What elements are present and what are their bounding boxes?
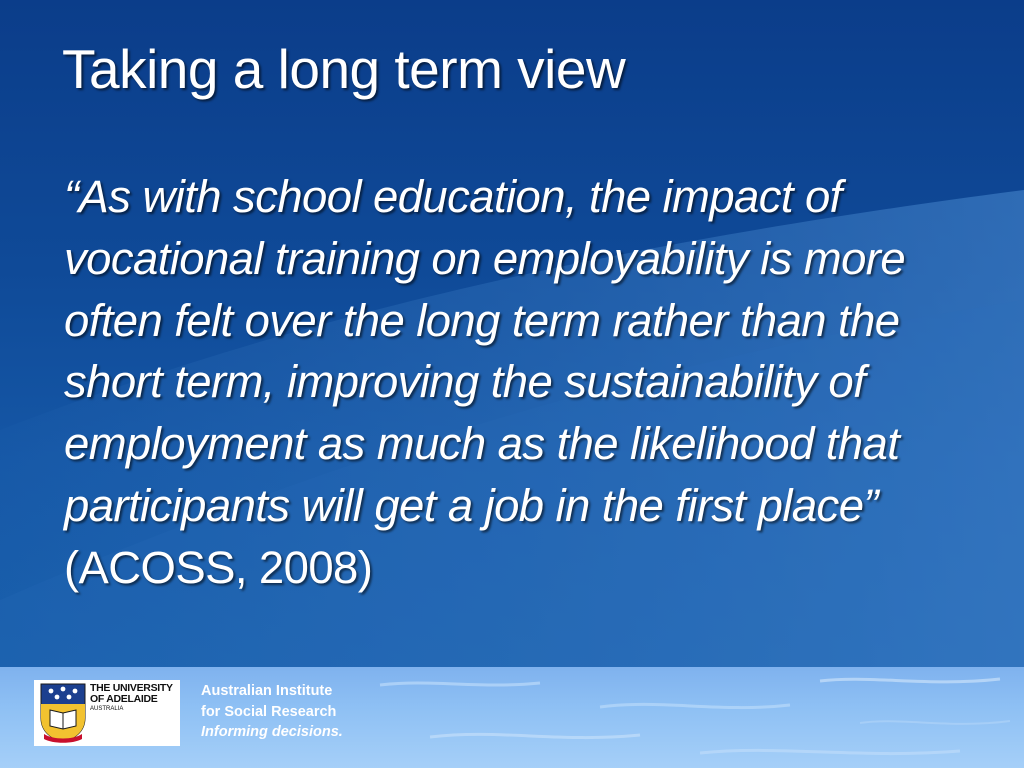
university-name-line2: OF ADELAIDE xyxy=(90,693,158,705)
quote-block xyxy=(64,166,994,599)
university-name xyxy=(90,683,180,714)
university-logo xyxy=(34,680,180,746)
institute-name xyxy=(201,681,343,743)
institute-line1: Australian Institute xyxy=(201,683,333,699)
quote-text: “As with school education, the impact of vocational training on employability is more often felt over the long term rather than the short term, improving the sustainability of employment as much as the likelihood that participants will get a job in the first place” xyxy=(64,171,906,531)
university-country: AUSTRALIA xyxy=(90,706,124,712)
quote-citation: (ACOSS, 2008) xyxy=(64,541,373,593)
institute-line2: for Social Research xyxy=(201,703,337,720)
crest-icon xyxy=(38,682,88,744)
institute-tagline: Informing decisions. xyxy=(201,724,343,740)
slide-title: Taking a long term view xyxy=(62,38,626,100)
university-name-line1: THE UNIVERSITY xyxy=(90,682,173,694)
